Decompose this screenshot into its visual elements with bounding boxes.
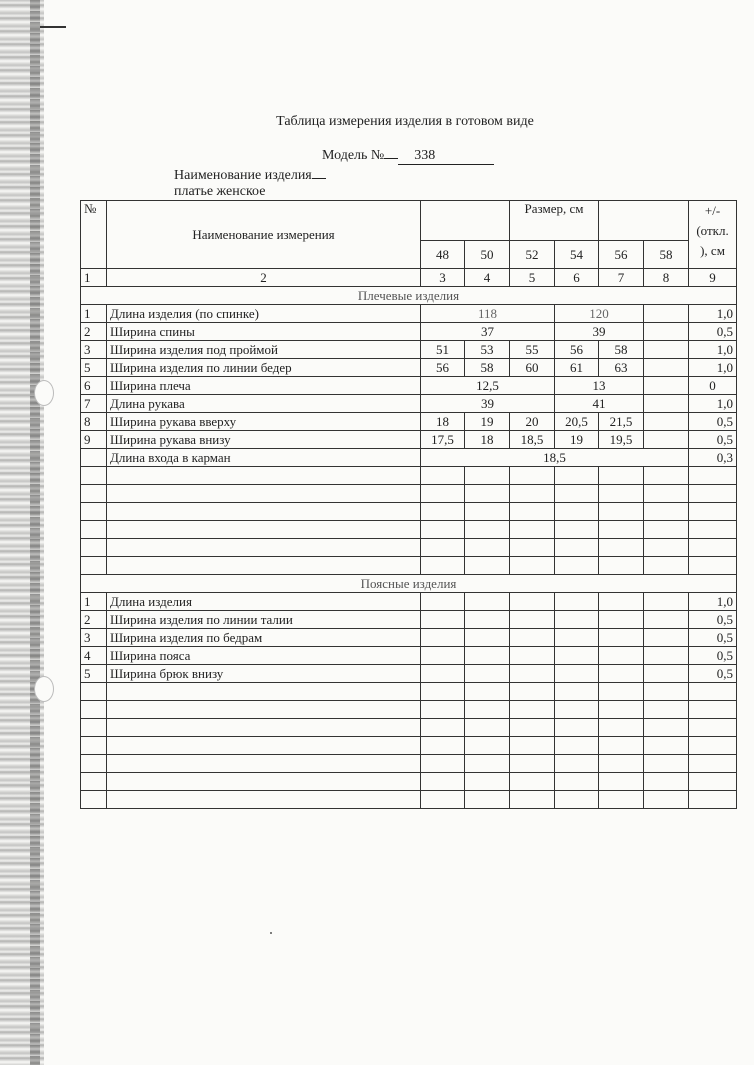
- row-value: 19,5: [599, 431, 644, 449]
- table-row: [81, 665, 737, 683]
- row-no: 7: [81, 395, 107, 413]
- table-row: [81, 341, 737, 359]
- row-value: 37: [421, 323, 555, 341]
- row-value: 41: [555, 395, 644, 413]
- row-name: Ширина брюк внизу: [107, 665, 421, 683]
- row-value: 58: [465, 359, 510, 377]
- document-title: Таблица измерения изделия в готовом виде: [276, 114, 534, 129]
- empty-cell: [644, 431, 689, 449]
- blank-row: [81, 773, 737, 791]
- table-row: [81, 395, 737, 413]
- punch-hole: [34, 676, 54, 702]
- scan-speck: [270, 932, 272, 934]
- row-name: Ширина спины: [107, 323, 421, 341]
- section-shoulder-header: [81, 287, 737, 305]
- blank-row: [81, 521, 737, 539]
- row-value: 19: [465, 413, 510, 431]
- index-cell: 9: [689, 269, 737, 287]
- measurement-table: [80, 200, 737, 809]
- section-title: Плечевые изделия: [81, 287, 737, 305]
- row-no: 5: [81, 665, 107, 683]
- row-no: 1: [81, 305, 107, 323]
- row-value: 20,5: [555, 413, 599, 431]
- row-name: Ширина изделия по бедрам: [107, 629, 421, 647]
- row-name: Ширина плеча: [107, 377, 421, 395]
- blank-row: [81, 719, 737, 737]
- header-size-blank: [421, 201, 510, 241]
- row-value: 20: [510, 413, 555, 431]
- row-value: 56: [421, 359, 465, 377]
- row-value: 53: [465, 341, 510, 359]
- row-name: Длина рукава: [107, 395, 421, 413]
- row-name: Ширина изделия под проймой: [107, 341, 421, 359]
- table-row: [81, 449, 737, 467]
- table-row: [81, 377, 737, 395]
- row-value: 51: [421, 341, 465, 359]
- row-name: Длина изделия: [107, 593, 421, 611]
- row-tolerance: 0,5: [689, 611, 737, 629]
- row-name: Ширина изделия по линии талии: [107, 611, 421, 629]
- row-name: Ширина изделия по линии бедер: [107, 359, 421, 377]
- table-row: [81, 593, 737, 611]
- row-value: 13: [555, 377, 644, 395]
- blank-row: [81, 467, 737, 485]
- row-name: Длина изделия (по спинке): [107, 305, 421, 323]
- blank-row: [81, 485, 737, 503]
- row-value: 118: [421, 305, 555, 323]
- row-value: 39: [555, 323, 644, 341]
- row-value: 55: [510, 341, 555, 359]
- column-index-row: [81, 269, 737, 287]
- size-56: 56: [599, 241, 644, 269]
- table-row: [81, 413, 737, 431]
- row-no: 1: [81, 593, 107, 611]
- size-52: 52: [510, 241, 555, 269]
- index-cell: 5: [510, 269, 555, 287]
- index-cell: 7: [599, 269, 644, 287]
- row-tolerance: 1,0: [689, 593, 737, 611]
- table-row: [81, 305, 737, 323]
- row-tolerance: 0,5: [689, 431, 737, 449]
- header-size-blank: [599, 201, 689, 241]
- model-label: Модель №: [322, 148, 385, 163]
- table-row: [81, 647, 737, 665]
- row-name: Ширина рукава вверху: [107, 413, 421, 431]
- blank-row: [81, 701, 737, 719]
- header-size: Размер, см: [510, 201, 599, 241]
- row-name: Длина входа в карман: [107, 449, 421, 467]
- row-value: 21,5: [599, 413, 644, 431]
- size-58: 58: [644, 241, 689, 269]
- blank-row: [81, 755, 737, 773]
- blank-row: [81, 683, 737, 701]
- blank-row: [81, 557, 737, 575]
- row-tolerance: 0,5: [689, 323, 737, 341]
- index-cell: 3: [421, 269, 465, 287]
- row-no: 8: [81, 413, 107, 431]
- index-cell: 8: [644, 269, 689, 287]
- row-value: 18,5: [421, 449, 689, 467]
- empty-cell: [644, 395, 689, 413]
- table-row: [81, 431, 737, 449]
- empty-cell: [644, 377, 689, 395]
- row-name: Ширина рукава внизу: [107, 431, 421, 449]
- size-48: 48: [421, 241, 465, 269]
- table-row: [81, 359, 737, 377]
- row-tolerance: 0,5: [689, 665, 737, 683]
- table-row: [81, 611, 737, 629]
- scan-mark: [40, 26, 66, 28]
- row-no: 6: [81, 377, 107, 395]
- header-no: №: [81, 201, 107, 269]
- row-tolerance: 0: [689, 377, 737, 395]
- row-no: 9: [81, 431, 107, 449]
- header-name: Наименование измерения: [107, 201, 421, 269]
- row-no: 3: [81, 341, 107, 359]
- row-tolerance: 1,0: [689, 341, 737, 359]
- row-tolerance: 1,0: [689, 395, 737, 413]
- header-tolerance: +/- (откл. ), см: [689, 201, 737, 269]
- row-no: 5: [81, 359, 107, 377]
- section-title: Поясные изделия: [81, 575, 737, 593]
- row-value: 39: [421, 395, 555, 413]
- empty-cell: [644, 305, 689, 323]
- row-no: [81, 449, 107, 467]
- row-tolerance: 0,3: [689, 449, 737, 467]
- index-cell: 4: [465, 269, 510, 287]
- product-line: [174, 168, 754, 201]
- empty-cell: [644, 359, 689, 377]
- scan-binding-edge: [0, 0, 44, 1065]
- empty-cell: [644, 341, 689, 359]
- size-54: 54: [555, 241, 599, 269]
- row-value: 120: [555, 305, 644, 323]
- row-tolerance: 0,5: [689, 413, 737, 431]
- empty-cell: [644, 413, 689, 431]
- index-cell: 1: [81, 269, 107, 287]
- product-label: Наименование изделия: [174, 168, 312, 183]
- table-row: [81, 629, 737, 647]
- model-value: 338: [398, 148, 494, 165]
- blank-row: [81, 503, 737, 521]
- size-50: 50: [465, 241, 510, 269]
- row-value: 63: [599, 359, 644, 377]
- blank-row: [81, 539, 737, 557]
- model-line: [322, 148, 494, 165]
- blank-row: [81, 737, 737, 755]
- row-tolerance: 0,5: [689, 629, 737, 647]
- row-name: Ширина пояса: [107, 647, 421, 665]
- row-value: 12,5: [421, 377, 555, 395]
- punch-hole: [34, 380, 54, 406]
- row-no: 2: [81, 323, 107, 341]
- product-value: платье женское: [174, 184, 624, 201]
- blank-row: [81, 791, 737, 809]
- row-value: 17,5: [421, 431, 465, 449]
- empty-cell: [644, 323, 689, 341]
- index-cell: 2: [107, 269, 421, 287]
- row-no: 2: [81, 611, 107, 629]
- table-row: [81, 323, 737, 341]
- section-waist-header: [81, 575, 737, 593]
- row-value: 19: [555, 431, 599, 449]
- row-value: 18: [465, 431, 510, 449]
- row-value: 58: [599, 341, 644, 359]
- row-value: 56: [555, 341, 599, 359]
- row-value: 61: [555, 359, 599, 377]
- row-value: 18: [421, 413, 465, 431]
- row-value: 60: [510, 359, 555, 377]
- index-cell: 6: [555, 269, 599, 287]
- row-tolerance: 0,5: [689, 647, 737, 665]
- row-value: 18,5: [510, 431, 555, 449]
- row-tolerance: 1,0: [689, 305, 737, 323]
- row-no: 4: [81, 647, 107, 665]
- row-tolerance: 1,0: [689, 359, 737, 377]
- row-no: 3: [81, 629, 107, 647]
